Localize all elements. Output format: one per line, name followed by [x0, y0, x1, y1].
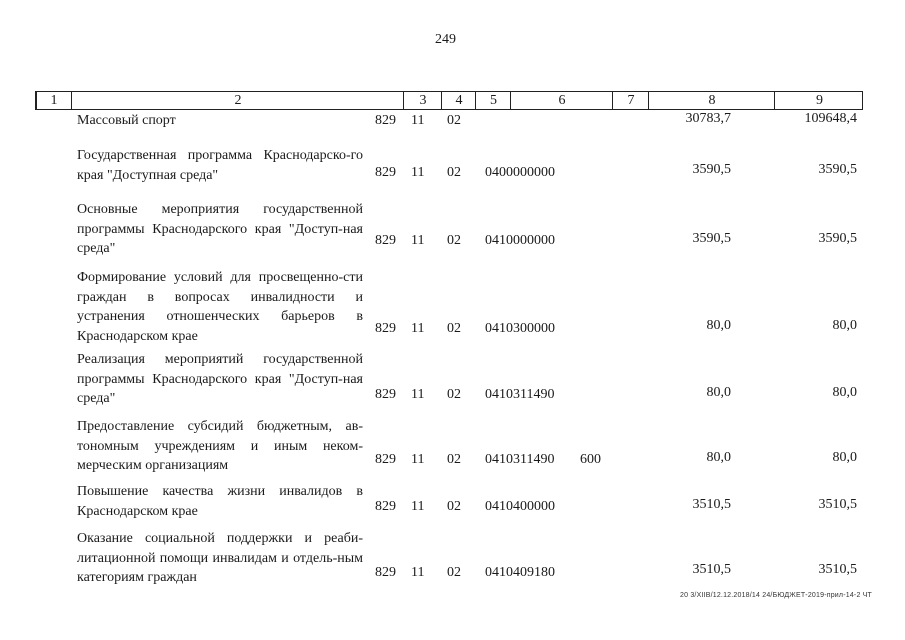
cell-col-9: 109648,4 [804, 111, 857, 126]
cell-col-3: 829 [375, 387, 396, 402]
cell-col-4: 11 [411, 452, 425, 467]
cell-col-9: 80,0 [832, 450, 857, 465]
row-name: Основные мероприятия государственной программы Краснодарского края "Доступ-ная среда" [77, 202, 363, 256]
cell-col-8: 3510,5 [692, 497, 731, 512]
cell-col-3: 829 [375, 321, 396, 336]
row-name: Повышение качества жизни инвалидов в Краснодарском крае [77, 484, 363, 519]
cell-col-3: 829 [375, 233, 396, 248]
cell-col-5: 02 [447, 321, 461, 336]
cell-col-8: 80,0 [706, 318, 731, 333]
header-col-5: 5 [475, 92, 511, 109]
cell-col-4: 11 [411, 165, 425, 180]
cell-col-3: 829 [375, 452, 396, 467]
cell-col-4: 11 [411, 387, 425, 402]
cell-col-5: 02 [447, 499, 461, 514]
cell-col-8: 80,0 [706, 385, 731, 400]
row-name: Формирование условий для просвещенно-сти граждан в вопросах инвалидности и устранения отношенческих барьеров в Краснодарском крае [77, 270, 363, 344]
cell-col-6: 0400000000 [485, 165, 555, 180]
header-col-4: 4 [441, 92, 476, 109]
cell-col-5: 02 [447, 387, 461, 402]
cell-col-9: 3510,5 [818, 497, 857, 512]
cell-col-3: 829 [375, 499, 396, 514]
cell-col-9: 3590,5 [818, 162, 857, 177]
cell-col-9: 3510,5 [818, 562, 857, 577]
cell-col-8: 80,0 [706, 450, 731, 465]
row-name: Предоставление субсидий бюджетным, ав-тономным учреждениям и иным неком-мерческим организациям [77, 419, 363, 473]
cell-col-4: 11 [411, 113, 425, 128]
cell-col-3: 829 [375, 565, 396, 580]
cell-col-4: 11 [411, 233, 425, 248]
cell-col-4: 11 [411, 321, 425, 336]
header-col-7: 7 [612, 92, 649, 109]
cell-col-3: 829 [375, 165, 396, 180]
cell-col-9: 3590,5 [818, 231, 857, 246]
header-col-3: 3 [403, 92, 442, 109]
row-name: Реализация мероприятий государственной программы Краснодарского края "Доступ-ная среда" [77, 352, 363, 406]
cell-col-4: 11 [411, 565, 425, 580]
header-col-8: 8 [648, 92, 775, 109]
cell-col-4: 11 [411, 499, 425, 514]
cell-col-6: 0410311490 [485, 387, 555, 402]
header-col-2: 2 [71, 92, 404, 109]
row-name: Массовый спорт [77, 113, 176, 128]
cell-col-5: 02 [447, 452, 461, 467]
document-footer-code: 20 3/XIIB/12.12.2018/14 24/БЮДЖЕТ-2019-прил-14-2 ЧТ [680, 592, 873, 599]
cell-col-6: 0410311490 [485, 452, 555, 467]
cell-col-6: 0410000000 [485, 233, 555, 248]
cell-col-7: 600 [580, 452, 601, 467]
cell-col-6: 0410300000 [485, 321, 555, 336]
row-name: Государственная программа Краснодарско-го края "Доступная среда" [77, 148, 363, 183]
cell-col-5: 02 [447, 565, 461, 580]
cell-col-8: 3590,5 [692, 162, 731, 177]
header-col-9: 9 [774, 92, 864, 109]
cell-col-5: 02 [447, 165, 461, 180]
cell-col-9: 80,0 [832, 318, 857, 333]
row-name: Оказание социальной поддержки и реаби-литационной помощи инвалидам и отдель-ным категориям граждан [77, 531, 363, 585]
cell-col-6: 0410400000 [485, 499, 555, 514]
cell-col-9: 80,0 [832, 385, 857, 400]
cell-col-8: 3510,5 [692, 562, 731, 577]
cell-col-8: 3590,5 [692, 231, 731, 246]
cell-col-8: 30783,7 [685, 111, 731, 126]
cell-col-3: 829 [375, 113, 396, 128]
page-number: 249 [435, 32, 456, 47]
cell-col-6: 0410409180 [485, 565, 555, 580]
table-header [35, 91, 863, 110]
cell-col-5: 02 [447, 233, 461, 248]
header-col-6: 6 [510, 92, 613, 109]
cell-col-5: 02 [447, 113, 461, 128]
header-col-1: 1 [50, 93, 58, 108]
